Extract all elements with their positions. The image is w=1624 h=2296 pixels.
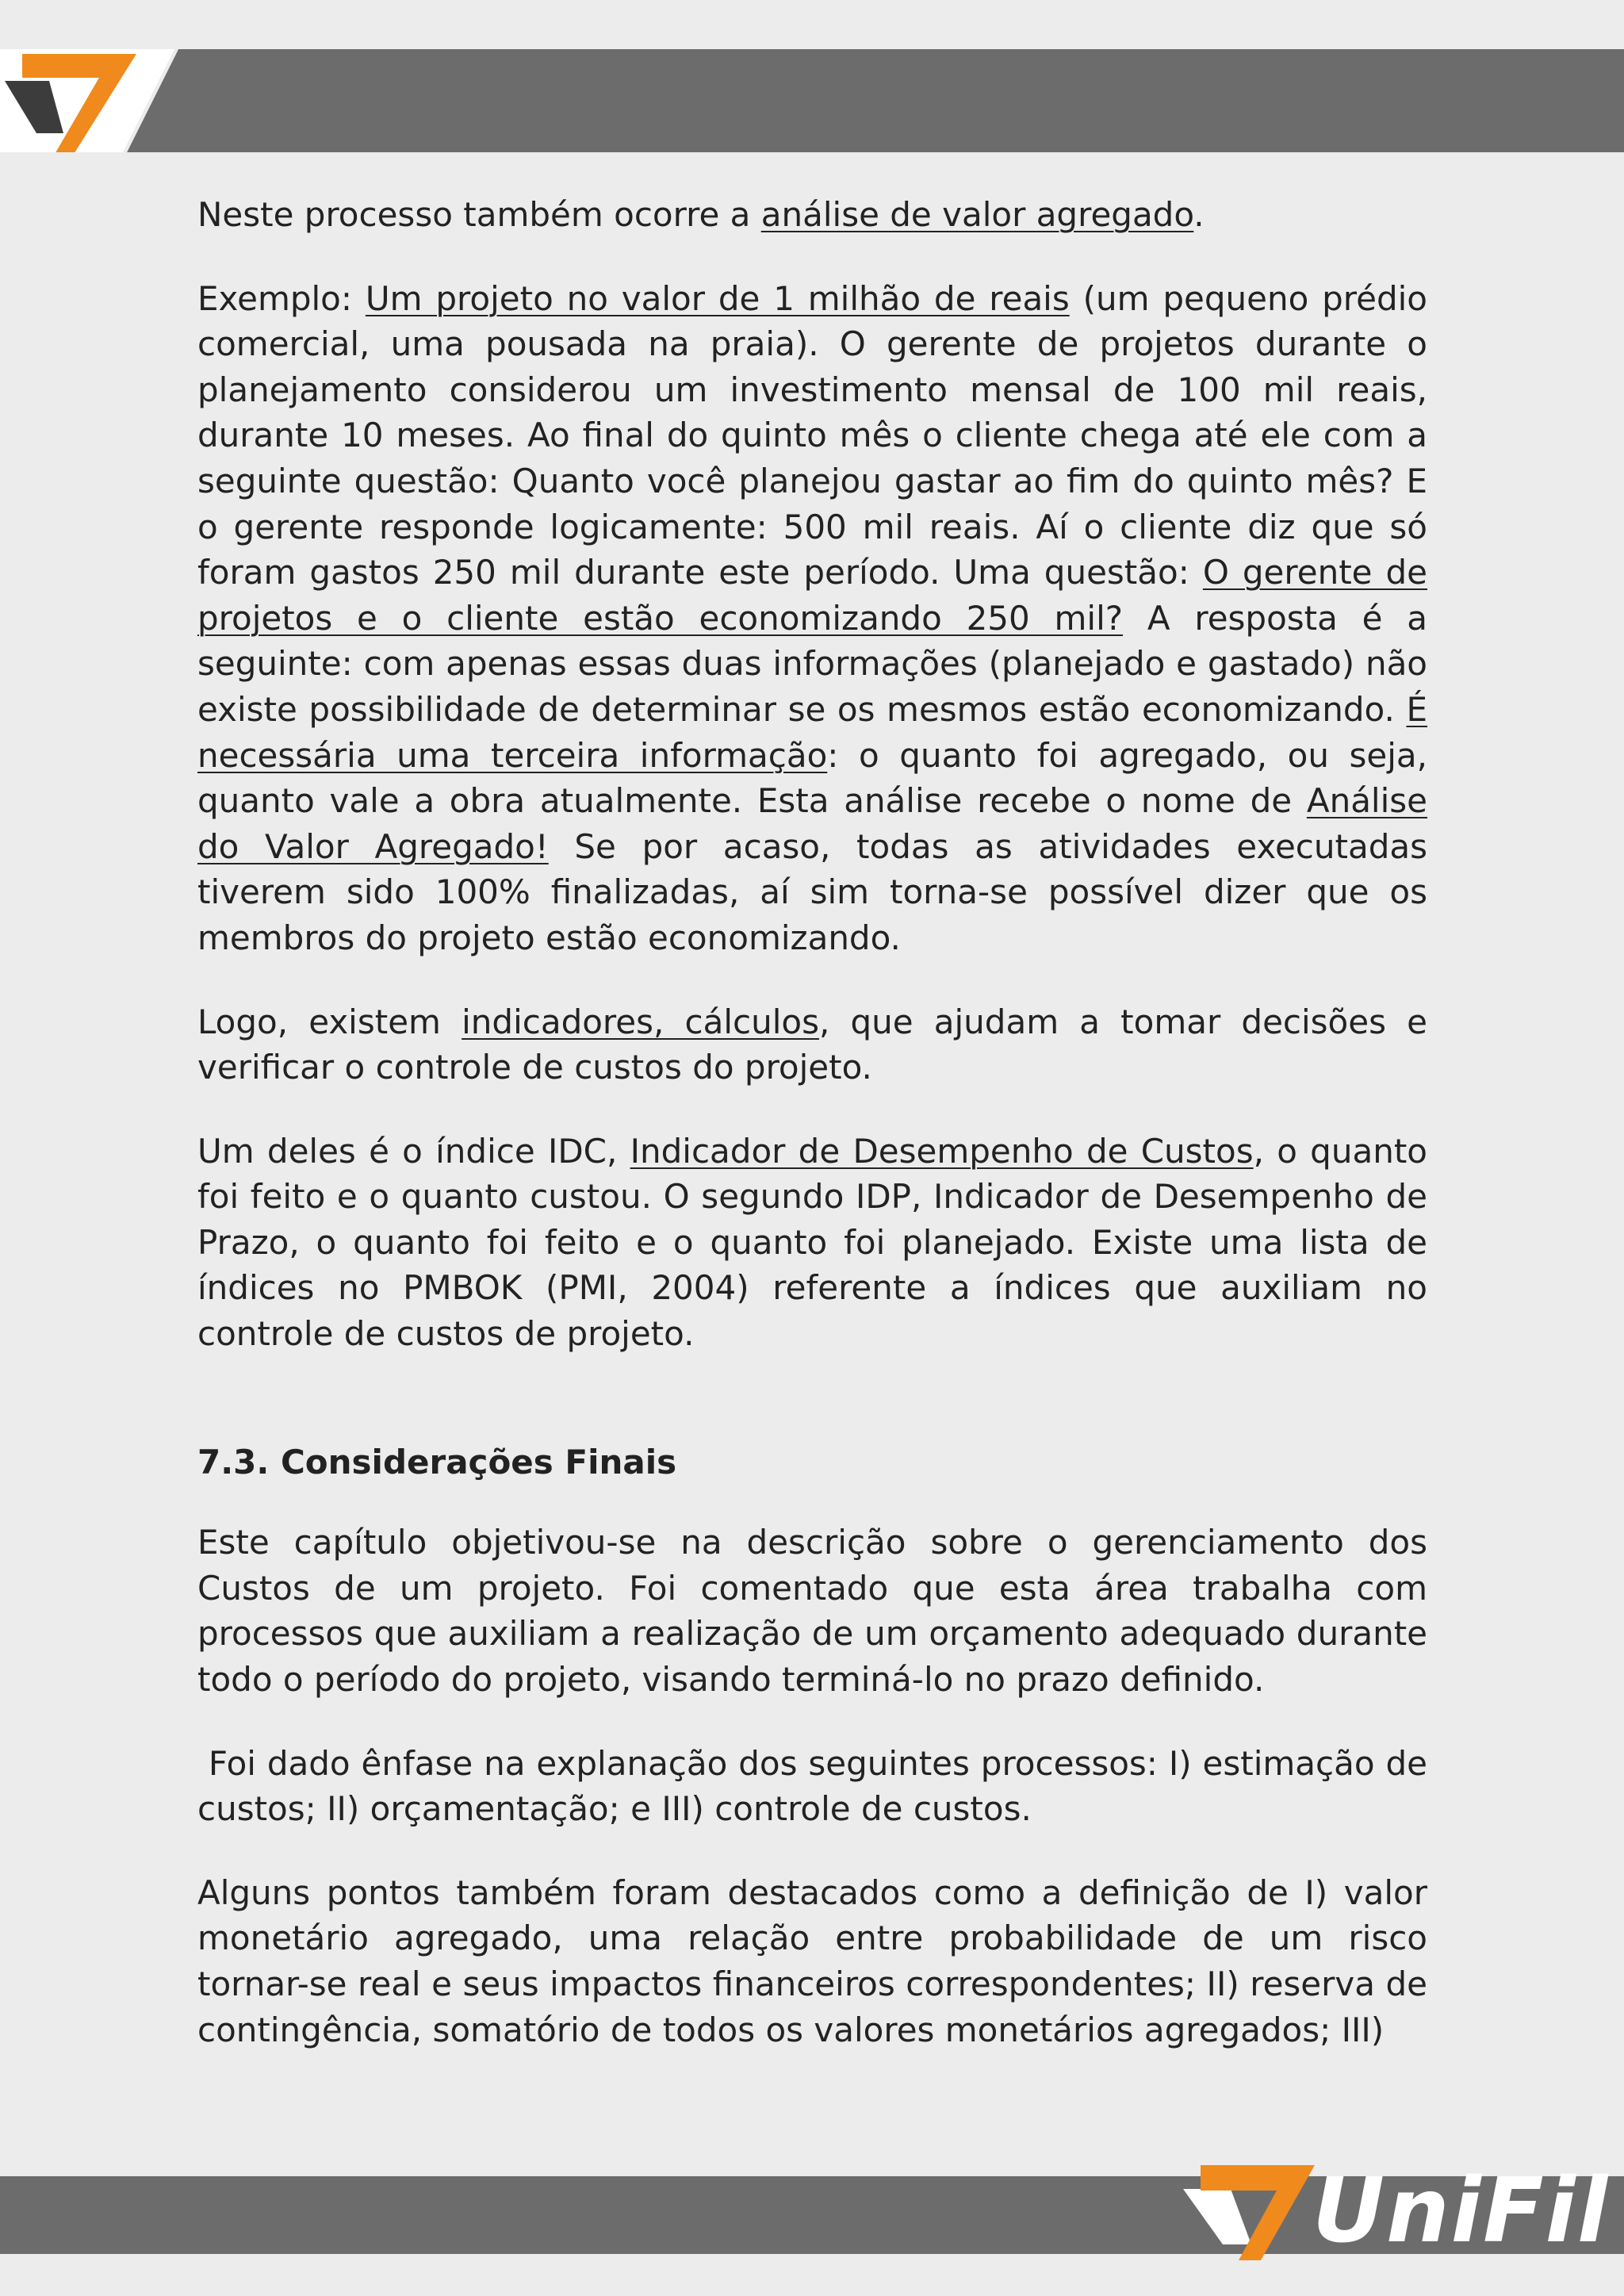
paragraph	[197, 1129, 1427, 1357]
text: Se por acaso, todas as atividades executadas tiverem sido 100% finalizadas, aí sim torna-se possível dizer que os membros do projeto estão economizando.	[197, 826, 1427, 957]
text: (um pequeno prédio comercial, uma pousada na praia). O gerente de projetos durante o planejamento considerou um investimento mensal de 100 mil reais, durante 10 meses. Ao final do quinto mês o cliente chega até ele com a seguinte questão: Quanto você planejou gastar ao fim do quinto mês? E o gerente responde logicamente: 500 mil reais. Aí o cliente diz que só foram gastos 250 mil durante este período. Uma questão:	[197, 278, 1427, 592]
text: Exemplo:	[197, 278, 366, 318]
paragraph: Foi dado ênfase na explanação dos seguintes processos: I) estimação de custos; II) orçamentação; e III) controle de custos.	[197, 1743, 1438, 1829]
text: .	[1193, 195, 1205, 234]
unifil-chevron-logo-icon	[0, 49, 178, 152]
underlined-text: Um projeto no valor de 1 milhão de reais	[365, 278, 1070, 318]
paragraph: Alguns pontos também foram destacados como a definição de I) valor monetário agregado, uma relação entre probabilidade de um risco tornar-se real e seus impactos financeiros correspondentes; II) reserva de contingência, somatório de todos os valores monetários agregados; III)	[197, 1872, 1427, 2049]
paragraph	[197, 999, 1427, 1091]
text: Um deles é o índice IDC,	[197, 1131, 630, 1171]
paragraph: Este capítulo objetivou-se na descrição sobre o gerenciamento dos Custos de um projeto. Foi comentado que esta área trabalha com processos que auxiliam a realização de um orçamento adequado durante todo o período do projeto, visando terminá-lo no prazo definido.	[197, 1523, 1427, 1700]
header-bar	[0, 49, 1624, 152]
text: A resposta é a seguinte: com apenas essas duas informações (planejado e gastado) não existe possibilidade de determinar se os mesmos estão economizando.	[197, 598, 1427, 729]
underlined-text: O gerente de projetos e o cliente estão economizando 250 mil?	[197, 553, 1427, 638]
paragraph	[197, 276, 1427, 961]
section-title: 7.3. Considerações Finais	[197, 1442, 677, 1481]
underlined-text: Indicador de Desempenho de Custos	[630, 1131, 1254, 1171]
text: , o quanto foi feito e o quanto custou. O segundo IDP, Indicador de Desempenho de Prazo, o quanto foi feito e o quanto foi planejado. Existe uma lista de índices no PMBOK (PMI, 2004) referente a índices que auxiliam no controle de custos de projeto.	[197, 1131, 1427, 1354]
underlined-text: Análise do Valor Agregado!	[197, 781, 1427, 866]
underlined-text: análise de valor agregado	[760, 195, 1194, 234]
text: , que ajudam a tomar decisões e verificar o controle de custos do projeto.	[197, 1002, 1427, 1087]
paragraph	[197, 192, 1427, 238]
underlined-text: É necessária uma terceira informação	[197, 689, 1427, 775]
text: Neste processo também ocorre a	[197, 195, 761, 234]
brand-logo-text: UniFil	[1312, 2160, 1610, 2263]
document-body	[197, 192, 1438, 2053]
text: : o quanto foi agregado, ou seja, quanto vale a obra atualmente. Esta análise recebe o nome de	[197, 735, 1428, 821]
text: Logo, existem	[197, 1002, 462, 1041]
underlined-text: indicadores, cálculos	[462, 1002, 819, 1041]
